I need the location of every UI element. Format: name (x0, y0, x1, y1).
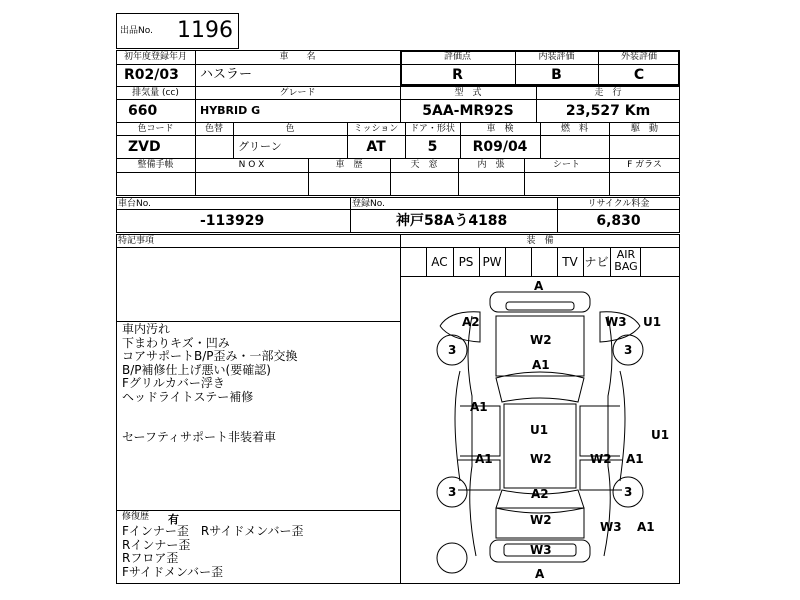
mark-w2-gate: W2 (530, 513, 552, 527)
mark-a1-left-door: A1 (475, 452, 493, 466)
mark-u1-right: U1 (651, 428, 670, 442)
mark-w2-right-door: W2 (590, 452, 612, 466)
label-mileage: 走 行 (594, 88, 622, 98)
chassis-number: -113929 (200, 213, 265, 229)
displacement: 660 (128, 103, 158, 119)
label-recycle: リサイクル料金 (587, 199, 650, 209)
mileage: 23,527 Km (565, 103, 651, 119)
recycle-fee: 6,830 (596, 213, 641, 229)
label-grade: グレード (279, 88, 316, 98)
label-drive: 駆 動 (630, 124, 658, 134)
inspection: R09/04 (472, 139, 528, 155)
exterior-score: C (633, 67, 645, 83)
label-inspection: 車 検 (486, 124, 514, 134)
label-color-code: 色コード (137, 124, 174, 134)
mark-front: A (534, 279, 544, 293)
mark-a1-rear-right: A1 (637, 520, 655, 534)
label-equipment: 装 備 (526, 236, 554, 246)
label-doors: ドア・形状 (410, 124, 455, 134)
mark-a2-front-left: A2 (462, 315, 480, 329)
label-repair: 修復歴 (122, 512, 150, 522)
mark-tire-rr: 3 (624, 485, 633, 499)
mark-a1-right-door: A1 (626, 452, 644, 466)
label-manual: 整備手帳 (137, 160, 174, 170)
equip-navi: ナビ (584, 255, 609, 269)
mark-tire-fr: 3 (624, 343, 633, 357)
label-exterior: 外装評価 (620, 52, 657, 62)
label-color: 色 (285, 124, 295, 134)
label-nox: N O X (238, 160, 265, 170)
interior-score: B (551, 67, 562, 83)
mark-a1-left-fender: A1 (470, 400, 488, 414)
label-car-name: 車 名 (279, 52, 316, 62)
mark-w3-rear-right: W3 (600, 520, 622, 534)
label-chassis: 車台No. (118, 199, 151, 209)
label-interior: 内装評価 (538, 52, 575, 62)
mark-tire-fl: 3 (448, 343, 457, 357)
label-history: 車 歴 (335, 160, 363, 170)
mark-w2-roof: W2 (530, 452, 552, 466)
color: グリーン (238, 140, 282, 153)
mark-u1-roof: U1 (530, 423, 549, 437)
label-mission: ミッション (353, 124, 399, 134)
equip-tv: TV (562, 255, 578, 269)
car-name: ハスラー (200, 67, 253, 82)
equip-ps: PS (458, 255, 474, 269)
equip-ac: AC (431, 255, 448, 269)
label-seat: シート (552, 160, 580, 170)
lot-number: 1196 (177, 18, 233, 43)
mark-tire-rl: 3 (448, 485, 457, 499)
color-code: ZVD (128, 139, 161, 155)
lot-number-box (116, 13, 239, 49)
mark-a2-rear: A2 (531, 487, 549, 501)
grade: HYBRID G (200, 104, 261, 117)
label-reg-year: 初年度登録年月 (123, 52, 187, 62)
label-registration: 登録No. (352, 199, 385, 209)
lot-number-label: 出品No. (120, 26, 153, 36)
mark-w2-hood: W2 (530, 333, 552, 347)
label-fglass: F ガラス (627, 160, 662, 170)
mission: AT (366, 139, 386, 155)
label-remarks: 特記事項 (118, 236, 155, 246)
label-displacement: 排気量 (cc) (132, 88, 179, 98)
mark-u1-front-right: U1 (643, 315, 662, 329)
label-score: 評価点 (443, 52, 471, 62)
equip-pw: PW (482, 255, 502, 269)
label-sunroof: 天 窓 (410, 160, 438, 170)
repair-notes: Fインナー歪 Rサイドメンバー歪 Rインナー歪 Rフロア歪 Fサイドメンバー歪 (122, 524, 304, 579)
doors: 5 (427, 139, 438, 155)
reg-year: R02/03 (124, 67, 179, 83)
label-fuel: 燃 料 (560, 124, 588, 134)
repair-value: 有 (168, 513, 179, 526)
score: R (452, 67, 463, 83)
label-upholstery: 内 張 (477, 160, 505, 170)
label-color-swap: 色替 (204, 124, 223, 134)
remarks-text: 車内汚れ 下まわりキズ・凹み コアサポートB/P歪み・一部交換 B/P補修仕上げ悪い(要確認) Fグリルカバー浮き ヘッドライトステー補修 セーフティサポート非装着車 (122, 322, 298, 444)
equip-airbag: AIR BAG (614, 248, 638, 273)
mark-a1-hood: A1 (532, 358, 550, 372)
mark-rear: A (535, 567, 545, 581)
model: 5AA-MR92S (422, 103, 514, 119)
label-model: 型 式 (454, 88, 482, 98)
registration-number: 神戸58Aう4188 (396, 213, 508, 229)
mark-w3-front-right: W3 (605, 315, 627, 329)
mark-w3-bumper: W3 (530, 543, 552, 557)
